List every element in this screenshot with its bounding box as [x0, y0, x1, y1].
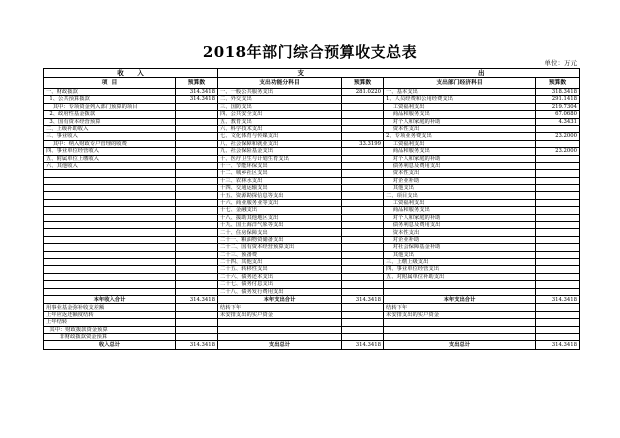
- table-row: [44, 192, 580, 199]
- econ-amount-cell: [536, 185, 580, 192]
- income-item-cell: 收入总计: [44, 341, 176, 350]
- func-item-cell: 四、公共安全支出: [218, 111, 342, 118]
- econ-item-cell: 2、专项业务费支出: [384, 133, 536, 140]
- func-amount-cell: 33.3199: [342, 140, 384, 147]
- econ-item-cell: 商品和服务支出: [384, 111, 536, 118]
- econ-amount-cell: 291.1418: [536, 96, 580, 103]
- table-row: [44, 207, 580, 214]
- table-row: [44, 304, 580, 311]
- income-header-text: 收 入: [117, 68, 144, 77]
- table-row: [44, 281, 580, 288]
- income-amount-cell: [176, 281, 218, 288]
- func-item-cell: 未安排支出的实户资金: [218, 311, 342, 318]
- func-item-cell: 二十五、转移性支出: [218, 266, 342, 273]
- econ-item-cell: 资本性支出: [384, 170, 536, 177]
- income-amount-cell: [176, 258, 218, 265]
- func-item-cell: [218, 334, 342, 341]
- econ-amount-cell: [536, 266, 580, 273]
- income-item-cell: [44, 244, 176, 251]
- func-item-cell: 十八、援助其他地区支出: [218, 214, 342, 221]
- income-item-cell: 非财政拨款资金预算: [44, 334, 176, 341]
- func-item-cell: 二十一、粮油物资储备支出: [218, 236, 342, 243]
- econ-item-cell: 1、人员经费和公用经费支出: [384, 96, 536, 103]
- col-budget3-header: 预算数: [536, 78, 580, 89]
- econ-item-cell: 工资福利支出: [384, 140, 536, 147]
- econ-amount-cell: [536, 162, 580, 169]
- table-row: [44, 148, 580, 155]
- func-amount-cell: [342, 133, 384, 140]
- income-item-cell: 本年收入合计: [44, 295, 176, 304]
- income-item-cell: 上年应返还额度结转: [44, 311, 176, 318]
- income-item-cell: 三、事业收入: [44, 133, 176, 140]
- table-row: [44, 177, 580, 184]
- econ-amount-cell: 23.2000: [536, 133, 580, 140]
- func-amount-cell: [342, 214, 384, 221]
- income-amount-cell: [176, 288, 218, 295]
- func-amount-cell: [342, 251, 384, 258]
- econ-amount-cell: 318.3418: [536, 89, 580, 96]
- income-item-cell: 其中：财政拨款资金预算: [44, 326, 176, 333]
- econ-amount-cell: [536, 326, 580, 333]
- income-amount-cell: [176, 162, 218, 169]
- func-amount-cell: [342, 162, 384, 169]
- table-row: [44, 214, 580, 221]
- table-row: [44, 118, 580, 125]
- func-item-cell: 十九、国土海洋气象等支出: [218, 222, 342, 229]
- income-amount-cell: [176, 273, 218, 280]
- econ-item-cell: 对企业补助: [384, 177, 536, 184]
- func-amount-cell: [342, 155, 384, 162]
- econ-item-cell: 其他支出: [384, 185, 536, 192]
- econ-item-cell: 其他支出: [384, 251, 536, 258]
- econ-item-cell: 商品和服务支出: [384, 207, 536, 214]
- func-amount-cell: [342, 334, 384, 341]
- econ-amount-cell: [536, 125, 580, 132]
- econ-amount-cell: [536, 273, 580, 280]
- expense-header: [218, 69, 384, 78]
- func-item-cell: 十、医疗卫生与计划生育支出: [218, 155, 342, 162]
- income-amount-cell: [176, 244, 218, 251]
- income-item-cell: [44, 266, 176, 273]
- func-item-cell: 六、科学技术支出: [218, 125, 342, 132]
- func-item-cell: 十七、金融支出: [218, 207, 342, 214]
- table-row: [44, 133, 580, 140]
- func-item-cell: 二十、住房保障支出: [218, 229, 342, 236]
- income-item-cell: 用事业基金弥补收支差额: [44, 304, 176, 311]
- econ-amount-cell: [536, 140, 580, 147]
- income-item-cell: [44, 185, 176, 192]
- header-row-1: [44, 69, 580, 78]
- func-item-cell: 三、国防支出: [218, 103, 342, 110]
- func-amount-cell: [342, 319, 384, 326]
- income-amount-cell: [176, 177, 218, 184]
- econ-amount-cell: [536, 155, 580, 162]
- func-item-cell: 支出总计: [218, 341, 342, 350]
- func-item-cell: 五、教育支出: [218, 118, 342, 125]
- econ-item-cell: 五、对附属单位补助支出: [384, 273, 536, 280]
- income-amount-cell: [176, 326, 218, 333]
- grand-total-row: [44, 341, 580, 350]
- col-item-header: 项 目: [44, 78, 176, 89]
- income-amount-cell: 314.3418: [176, 341, 218, 350]
- income-item-cell: [44, 281, 176, 288]
- func-amount-cell: [342, 222, 384, 229]
- income-amount-cell: [176, 140, 218, 147]
- page-title: 2018年部门综合预算收支总表: [202, 43, 418, 61]
- econ-amount-cell: 219.7304: [536, 103, 580, 110]
- func-item-cell: [218, 319, 342, 326]
- func-item-cell: 二十二、国有资本经营预算支出: [218, 244, 342, 251]
- income-item-cell: [44, 192, 176, 199]
- income-item-cell: 2、政府性基金拨款: [44, 111, 176, 118]
- income-amount-cell: [176, 199, 218, 206]
- func-item-cell: 二十六、债务还本支出: [218, 273, 342, 280]
- func-item-cell: 二十三、预备费: [218, 251, 342, 258]
- income-amount-cell: [176, 319, 218, 326]
- income-amount-cell: 314.3418: [176, 295, 218, 304]
- func-amount-cell: [342, 288, 384, 295]
- income-item-cell: 五、附属单位上缴收入: [44, 155, 176, 162]
- income-item-cell: 二、上级补助收入: [44, 125, 176, 132]
- econ-amount-cell: [536, 170, 580, 177]
- func-amount-cell: [342, 236, 384, 243]
- econ-amount-cell: [536, 177, 580, 184]
- econ-amount-cell: 4.3431: [536, 118, 580, 125]
- func-amount-cell: [342, 199, 384, 206]
- income-item-cell: 其中：纳入财政专户管理的收费: [44, 140, 176, 147]
- table-row: [44, 89, 580, 96]
- econ-item-cell: [384, 319, 536, 326]
- income-amount-cell: [176, 251, 218, 258]
- func-item-cell: 十四、交通运输支出: [218, 185, 342, 192]
- econ-amount-cell: [536, 199, 580, 206]
- func-amount-cell: [342, 118, 384, 125]
- econ-item-cell: [384, 281, 536, 288]
- table-row: [44, 229, 580, 236]
- income-item-cell: [44, 258, 176, 265]
- econ-amount-cell: [536, 229, 580, 236]
- func-amount-cell: [342, 170, 384, 177]
- econ-amount-cell: [536, 222, 580, 229]
- expense-header-text: 支: [297, 68, 305, 77]
- income-item-cell: 1、公共预算拨款: [44, 96, 176, 103]
- table-row: [44, 236, 580, 243]
- econ-amount-cell: [536, 304, 580, 311]
- econ-item-cell: 对个人和家庭的补助: [384, 155, 536, 162]
- func-item-cell: 九、社会保险基金支出: [218, 148, 342, 155]
- income-item-cell: [44, 288, 176, 295]
- table-row: [44, 266, 580, 273]
- header-row-2: [44, 78, 580, 89]
- income-item-cell: [44, 229, 176, 236]
- econ-item-cell: 三、上缴上级支出: [384, 258, 536, 265]
- income-amount-cell: [176, 311, 218, 318]
- econ-amount-cell: [536, 258, 580, 265]
- table-row: [44, 334, 580, 341]
- econ-item-cell: 商品和服务支出: [384, 148, 536, 155]
- table-row: [44, 319, 580, 326]
- econ-item-cell: 债务利息及费用支出: [384, 222, 536, 229]
- func-amount-cell: [342, 266, 384, 273]
- func-item-cell: 二十七、债务付息支出: [218, 281, 342, 288]
- func-amount-cell: [342, 103, 384, 110]
- income-amount-cell: [176, 229, 218, 236]
- table-row: [44, 96, 580, 103]
- econ-item-cell: [384, 326, 536, 333]
- income-amount-cell: [176, 304, 218, 311]
- income-item-cell: 四、事业单位经营收入: [44, 148, 176, 155]
- func-amount-cell: [342, 125, 384, 132]
- income-amount-cell: [176, 170, 218, 177]
- income-amount-cell: [176, 103, 218, 110]
- func-amount-cell: [342, 273, 384, 280]
- income-amount-cell: 314.3418: [176, 96, 218, 103]
- income-item-cell: 一、财政拨款: [44, 89, 176, 96]
- income-item-cell: [44, 222, 176, 229]
- table-row: [44, 222, 580, 229]
- income-item-cell: [44, 177, 176, 184]
- income-item-cell: [44, 170, 176, 177]
- econ-amount-cell: 23.2000: [536, 148, 580, 155]
- econ-item-cell: 资本性支出: [384, 229, 536, 236]
- income-amount-cell: [176, 111, 218, 118]
- econ-amount-cell: [536, 251, 580, 258]
- func-amount-cell: [342, 148, 384, 155]
- income-item-cell: [44, 273, 176, 280]
- income-amount-cell: 314.3418: [176, 89, 218, 96]
- econ-amount-cell: [536, 244, 580, 251]
- func-amount-cell: [342, 229, 384, 236]
- econ-item-cell: [384, 334, 536, 341]
- func-amount-cell: [342, 326, 384, 333]
- econ-amount-cell: [536, 334, 580, 341]
- func-item-cell: 十三、农林水支出: [218, 177, 342, 184]
- col-budget1-header: 预算数: [176, 78, 218, 89]
- econ-amount-cell: 314.3418: [536, 295, 580, 304]
- func-item-cell: 八、社会保障和就业支出: [218, 140, 342, 147]
- econ-item-cell: 工资福利支出: [384, 199, 536, 206]
- table-row: [44, 185, 580, 192]
- econ-amount-cell: [536, 311, 580, 318]
- income-amount-cell: [176, 266, 218, 273]
- income-amount-cell: [176, 214, 218, 221]
- func-item-cell: 二、外交支出: [218, 96, 342, 103]
- econ-item-cell: 工资福利支出: [384, 103, 536, 110]
- income-item-cell: 其中：专项资金列入部门预算的项目: [44, 103, 176, 110]
- table-row: [44, 258, 580, 265]
- table-row: [44, 244, 580, 251]
- col-func-header: 支出功能分科目: [218, 78, 342, 89]
- econ-amount-cell: [536, 288, 580, 295]
- econ-item-cell: 资本性支出: [384, 125, 536, 132]
- income-item-cell: 3、国有资本经营预算: [44, 118, 176, 125]
- econ-item-cell: [384, 288, 536, 295]
- econ-amount-cell: [536, 319, 580, 326]
- econ-item-cell: 未安排支出的实户资金: [384, 311, 536, 318]
- table-row: [44, 326, 580, 333]
- econ-amount-cell: [536, 214, 580, 221]
- econ-item-cell: 一、基本支出: [384, 89, 536, 96]
- table-row: [44, 111, 580, 118]
- func-item-cell: 十一、节能环保支出: [218, 162, 342, 169]
- income-item-cell: 上年结转: [44, 319, 176, 326]
- econ-amount-cell: [536, 236, 580, 243]
- income-amount-cell: [176, 222, 218, 229]
- table-row: [44, 162, 580, 169]
- func-amount-cell: [342, 258, 384, 265]
- econ-item-cell: 对个人和家庭的补助: [384, 118, 536, 125]
- func-amount-cell: [342, 304, 384, 311]
- year-total-row: [44, 295, 580, 304]
- income-item-cell: [44, 199, 176, 206]
- table-row: [44, 288, 580, 295]
- income-item-cell: 六、其他收入: [44, 162, 176, 169]
- income-amount-cell: [176, 236, 218, 243]
- income-amount-cell: [176, 133, 218, 140]
- econ-amount-cell: [536, 192, 580, 199]
- table-row: [44, 170, 580, 177]
- func-amount-cell: [342, 177, 384, 184]
- budget-table: [43, 68, 580, 350]
- table-row: [44, 251, 580, 258]
- func-item-cell: 十六、商业服务业等支出: [218, 199, 342, 206]
- income-item-cell: [44, 236, 176, 243]
- col-budget2-header: 预算数: [342, 78, 384, 89]
- func-amount-cell: 314.3418: [342, 295, 384, 304]
- econ-item-cell: 对企业补助: [384, 236, 536, 243]
- func-item-cell: 十二、城乡社区支出: [218, 170, 342, 177]
- func-item-cell: 十五、资源勘探信息等支出: [218, 192, 342, 199]
- func-item-cell: 本年支出合计: [218, 295, 342, 304]
- table-row: [44, 311, 580, 318]
- econ-amount-cell: 67.0680: [536, 111, 580, 118]
- expense-header-2: [384, 69, 580, 78]
- econ-item-cell: 二、项目支出: [384, 192, 536, 199]
- func-item-cell: 结转下年: [218, 304, 342, 311]
- table-row: [44, 103, 580, 110]
- unit-label: 单位：万元: [544, 59, 577, 67]
- income-amount-cell: [176, 125, 218, 132]
- table-row: [44, 125, 580, 132]
- income-header: [44, 69, 218, 78]
- econ-amount-cell: 314.3418: [536, 341, 580, 350]
- func-item-cell: 二十八、债务发行费用支出: [218, 288, 342, 295]
- income-amount-cell: [176, 334, 218, 341]
- income-amount-cell: [176, 207, 218, 214]
- col-econ-header: 支出部门经济科目: [384, 78, 536, 89]
- econ-amount-cell: [536, 207, 580, 214]
- expense-header-text-2: 出: [478, 68, 485, 77]
- econ-item-cell: 结转下年: [384, 304, 536, 311]
- func-amount-cell: [342, 185, 384, 192]
- func-amount-cell: [342, 96, 384, 103]
- table-row: [44, 140, 580, 147]
- econ-item-cell: 支出总计: [384, 341, 536, 350]
- func-amount-cell: 314.3418: [342, 341, 384, 350]
- func-amount-cell: [342, 192, 384, 199]
- func-item-cell: 二十四、其他支出: [218, 258, 342, 265]
- income-item-cell: [44, 251, 176, 258]
- func-amount-cell: 281.0220: [342, 89, 384, 96]
- func-item-cell: [218, 326, 342, 333]
- func-item-cell: 一、一般公共服务支出: [218, 89, 342, 96]
- func-amount-cell: [342, 244, 384, 251]
- econ-item-cell: 对社会保障基金补助: [384, 244, 536, 251]
- func-item-cell: 七、文化体育与传媒支出: [218, 133, 342, 140]
- func-amount-cell: [342, 281, 384, 288]
- income-amount-cell: [176, 148, 218, 155]
- econ-item-cell: 对个人和家庭的补助: [384, 214, 536, 221]
- econ-item-cell: 债务利息及费用支出: [384, 162, 536, 169]
- table-row: [44, 199, 580, 206]
- income-amount-cell: [176, 155, 218, 162]
- econ-item-cell: 本年支出合计: [384, 295, 536, 304]
- income-amount-cell: [176, 192, 218, 199]
- func-amount-cell: [342, 111, 384, 118]
- econ-amount-cell: [536, 281, 580, 288]
- income-item-cell: [44, 207, 176, 214]
- income-item-cell: [44, 214, 176, 221]
- func-amount-cell: [342, 311, 384, 318]
- income-amount-cell: [176, 185, 218, 192]
- econ-item-cell: 四、事业单位经营支出: [384, 266, 536, 273]
- table-row: [44, 155, 580, 162]
- func-amount-cell: [342, 207, 384, 214]
- table-row: [44, 273, 580, 280]
- income-amount-cell: [176, 118, 218, 125]
